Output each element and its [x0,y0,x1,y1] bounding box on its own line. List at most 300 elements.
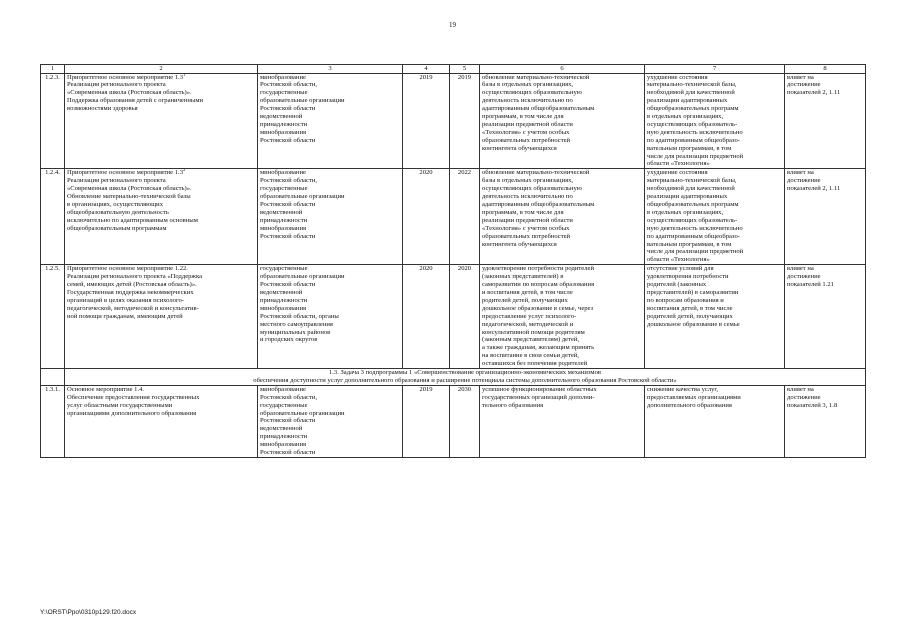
cell-text: образовательные организации [260,409,345,417]
table-row [41,169,866,265]
cell-text: обновление материально-технической [482,73,590,81]
cell-text: Основное мероприятие 1.4. [67,385,145,393]
cell-text: влияет на [787,169,814,177]
cell-text: программам, в том числе для [482,113,564,121]
cell-text: ухудшение состояния [647,169,708,177]
cell-text: по вопросам образования и [647,296,724,304]
cell-text: ухудшение состояния [647,73,708,81]
cell-text-line [67,225,255,233]
cell-text-line [647,297,782,305]
cell-text: государственные [260,265,308,273]
cell-text: обновление материально-технической [482,169,590,177]
cell-text-line [647,241,782,249]
cell-text-line [482,305,642,313]
cell-text-line [647,121,782,129]
cell-text-line [260,313,400,321]
cell-text-line [482,185,642,193]
consequences-cell [645,385,785,457]
cell-text-line [482,201,642,209]
cell-text-line [787,89,863,97]
cell-text-line [67,169,255,177]
cell-text-line [482,281,642,289]
cell-text-line [647,248,782,256]
cell-text-line [787,402,863,410]
cell-text: осуществляющих образовательную [482,89,582,97]
cell-text-line [787,273,863,281]
cell-text: местного самоуправления [260,320,333,328]
task-row-spacer [41,369,65,386]
cell-text: государственные [260,185,308,193]
cell-text: Приоритетное основное мероприятие 1.3 [67,169,183,177]
cell-text: предоставляемых организациями [647,393,741,401]
cell-text: показателей 3, 1.8 [787,401,838,409]
cell-text-line [260,185,400,193]
cell-text: контингента обучающихся [482,240,557,248]
cell-text: родителей детей, получающих [647,312,733,320]
cell-text-line [482,225,642,233]
cell-text-line [260,336,400,344]
cell-text-line [260,402,400,410]
cell-text-line [482,297,642,305]
cell-text-line [482,209,642,217]
cell-text: Реализация регионального проекта «Поддержка [67,273,203,281]
cell-text: общеобразовательных программ [647,105,739,113]
cell-text: по адаптированным общеобразо- [647,232,740,240]
cell-text-line [647,185,782,193]
indicator-link-cell [785,169,866,265]
cell-text: муниципальных районов [260,328,331,336]
cell-text: удовлетворения потребности [647,273,729,281]
cell-text-line [647,169,782,177]
cell-text: на воспитание в свои семьи детей, [482,352,579,360]
cell-text-line [67,89,255,97]
cell-text: по адаптированным общеобразо- [647,136,740,144]
cell-text: в отдельных организациях, [647,208,724,216]
cell-text-line [647,273,782,281]
cell-text: достижение [787,393,821,401]
cell-text: осуществляющих образователь- [647,216,738,224]
cell-text-line [260,209,400,217]
cell-text-line [260,89,400,97]
cell-text-line [647,97,782,105]
cell-text: Ростовской области [260,232,316,240]
cell-text-line [260,225,400,233]
cell-text-line [647,225,782,233]
header-cell: 5 [450,65,480,74]
cell-text: осуществляющих образователь- [647,120,738,128]
cell-text-line [647,160,782,168]
cell-text: минобразования [260,441,307,449]
cell-text-line [482,329,642,337]
consequences-cell [645,265,785,369]
cell-text: Ростовской области, [260,393,318,401]
executor-cell [258,73,403,169]
cell-text-line [482,105,642,113]
cell-text-line [260,305,400,313]
cell-text-line [482,137,642,145]
cell-text: ведомственной [260,425,303,433]
header-cell: 1 [41,65,65,74]
cell-text-line [260,193,400,201]
cell-text: минобразование [260,73,306,81]
cell-text: Ростовской области [260,105,316,113]
cell-text: Ростовской области [260,449,316,457]
cell-text: государственных организаций дополни- [482,393,595,401]
task-heading-cell [65,369,866,386]
cell-text: контингента обучающихся [482,144,557,152]
cell-text: а также гражданам, желающим принять [482,344,595,352]
cell-text-line [260,113,400,121]
cell-text: организаций в целях оказания психолого- [67,296,184,304]
table-row [41,385,866,457]
cell-text: Ростовской области [260,417,316,425]
cell-text: дошкольное образование в семье [647,320,740,328]
cell-text-line [260,273,400,281]
cell-text-line [787,81,863,89]
cell-text-line [482,336,642,344]
cell-text-line [260,129,400,137]
cell-text: Реализация регионального проекта [67,177,166,185]
cell-text-line [647,321,782,329]
start-year-cell: 2019 [403,73,450,169]
cell-text: «Технология» с учетом особых [482,128,570,136]
cell-text: Ростовской области, [260,81,318,89]
cell-text-line [647,265,782,273]
cell-text-line [67,410,255,418]
cell-text-line [482,402,642,410]
cell-text: родителей детей, получающих [482,296,568,304]
cell-text-line [260,394,400,402]
cell-text: образовательные организации [260,97,345,105]
cell-text-line [260,297,400,305]
cell-text: государственные [260,89,308,97]
expected-result-cell [480,169,645,265]
cell-text: необходимой для качественной [647,89,735,97]
cell-text-line [260,433,400,441]
indicator-link-cell [785,265,866,369]
cell-text-line [787,265,863,273]
cell-text: Государственная поддержка некоммерческих [67,288,194,296]
row-number: 1.2.3. [41,73,65,169]
cell-text-line [482,233,642,241]
cell-text-line [67,289,255,297]
task-heading-line: обеспечения доступности услуг дополнительного образования и расширение потенциала системы дополнительного образования Ростовской области» [253,376,677,384]
cell-text: «Технология» с учетом особых [482,224,570,232]
cell-text: организациями дополнительного образования [67,409,197,417]
start-year-cell: 2019 [403,385,450,457]
cell-text: числе для реализации предметной [647,248,744,256]
measure-name-cell [65,169,258,265]
cell-text-line [787,386,863,394]
cell-text: дополнительного образования [647,401,732,409]
cell-text-line [67,313,255,321]
cell-text: «Современная школа (Ростовская область)». [67,185,192,193]
indicator-link-cell [785,385,866,457]
cell-text: области «Технология» [647,256,710,264]
cell-text-line [482,217,642,225]
cell-text-line [647,145,782,153]
cell-text: ную деятельность исключительно [647,224,743,232]
cell-text: деятельность исключительно по [482,97,573,105]
cell-text: Приоритетное основное мероприятие 1.22. [67,265,188,273]
cell-text: достижение [787,273,821,281]
cell-text: общеобразовательным программам [67,224,167,232]
cell-text-line [482,97,642,105]
cell-text-line [482,113,642,121]
cell-text: дошкольное образование в семье, через [482,304,594,312]
measure-name-cell [65,265,258,369]
cell-text: (законных представителей) в [482,273,564,281]
cell-text-line [67,71,255,82]
cell-text: удовлетворение потребности родителей [482,265,594,273]
cell-text-line [67,201,255,209]
cell-text-line [260,233,400,241]
cell-text: принадлежности [260,216,308,224]
cell-text: Ростовской области, [260,177,318,185]
cell-text-line [787,185,863,193]
cell-text: принадлежности [260,296,308,304]
cell-text-line [260,105,400,113]
cell-text-line [647,233,782,241]
indicator-link-cell [785,73,866,169]
cell-text: осуществляющих образовательную [482,185,582,193]
cell-text: воспитания детей, в том числе [647,304,733,312]
cell-text-line [67,105,255,113]
cell-text-line [67,185,255,193]
expected-result-cell [480,385,645,457]
cell-text-line [482,145,642,153]
cell-text: образовательных потребностей [482,232,571,240]
cell-text: влияет на [787,265,814,273]
cell-text: показателей 2, 1.11 [787,185,841,193]
cell-text: Ростовской области [260,201,316,208]
end-year-cell: 2030 [450,385,480,457]
cell-text-line [260,289,400,297]
cell-text-line [260,321,400,329]
cell-text-line [787,74,863,82]
cell-text-line [67,177,255,185]
cell-text-line [647,201,782,209]
cell-text-line [647,113,782,121]
cell-text: представителей) в саморазвитии [647,288,739,296]
cell-text-line [260,449,400,457]
cell-text-line [260,441,400,449]
page-number: 19 [449,21,456,29]
cell-text: отсутствие условий для [647,265,714,273]
cell-text-line [482,193,642,201]
cell-text-line [647,129,782,137]
cell-text: Реализация регионального проекта [67,81,166,89]
cell-text-line [647,89,782,97]
cell-text: предоставление услуг психолого- [482,312,577,320]
cell-text-line [482,344,642,352]
cell-text-line [482,89,642,97]
cell-text-line [482,74,642,82]
cell-text-line [67,217,255,225]
cell-text-line [647,74,782,82]
cell-text: консультативной помощи родителям [482,328,585,336]
header-cell: 7 [645,65,785,74]
cell-text-line [260,281,400,289]
footnote-mark: 1 [183,71,186,77]
header-cell: 4 [403,65,450,74]
cell-text-line [647,313,782,321]
cell-text: общеобразовательных программ [647,201,739,208]
row-number: 1.2.5. [41,265,65,369]
cell-text: материально-технической базы, [647,177,737,185]
cell-text-line [67,193,255,201]
cell-text-line [647,289,782,297]
cell-text: ной помощи гражданам, имеющим детей [67,312,183,320]
cell-text: реализации адаптированных [647,97,728,105]
cell-text: материально-технической базы, [647,81,737,89]
cell-text-line [67,281,255,289]
cell-text-line [482,360,642,368]
cell-text-line [260,329,400,337]
cell-text: реализации предметной области [482,216,573,224]
cell-text-line [67,394,255,402]
consequences-cell [645,73,785,169]
cell-text: базы в отдельных организациях, [482,177,574,185]
start-year-cell: 2020 [403,265,450,369]
cell-text-line [482,273,642,281]
cell-text: Приоритетное основное мероприятие 1.3 [67,73,183,81]
end-year-cell: 2019 [450,73,480,169]
cell-text: принадлежности [260,120,308,128]
cell-text-line [647,305,782,313]
cell-text-line [647,81,782,89]
cell-text: возможностями здоровья [67,105,138,113]
cell-text-line [482,289,642,297]
cell-text-line [647,137,782,145]
measures-table [40,64,866,458]
cell-text-line [260,177,400,185]
cell-text-line [647,402,782,410]
cell-text-line [260,137,400,145]
cell-text-line [647,209,782,217]
row-number: 1.2.4. [41,169,65,265]
cell-text-line [67,273,255,281]
cell-text: ную деятельность исключительно [647,128,743,136]
cell-text: Обеспечение предоставления государственных [67,393,200,401]
consequences-cell [645,169,785,265]
cell-text-line [787,169,863,177]
cell-text: показателей 2, 1.11 [787,89,841,97]
cell-text: реализации предметной области [482,120,573,128]
cell-text-line [67,97,255,105]
cell-text: образовательные организации [260,193,345,201]
cell-text-line [67,305,255,313]
cell-text: минобразования [260,304,307,312]
cell-text: вательным программам, в том [647,144,732,152]
cell-text-line [67,209,255,217]
cell-text: принадлежности [260,433,308,441]
cell-text: влияет на [787,73,814,81]
cell-text: Ростовской области [260,281,316,289]
cell-text-line [647,281,782,289]
executor-cell [258,265,403,369]
cell-text: показателей 1.21 [787,281,834,289]
header-cell: 3 [258,65,403,74]
cell-text-line [67,297,255,305]
cell-text-line [482,352,642,360]
cell-text-line [260,74,400,82]
cell-text-line [260,97,400,105]
cell-text: родителей (законных [647,281,707,289]
cell-text: образовательных потребностей [482,136,571,144]
row-number: 1.3.1. [41,385,65,457]
cell-text: базы в отдельных организациях, [482,81,574,89]
table-row [41,73,866,169]
cell-text: ведомственной [260,113,303,121]
cell-text: Ростовской области, органы [260,312,339,320]
cell-text: вательным программам, в том [647,240,732,248]
cell-text: числе для реализации предметной [647,152,744,160]
task-row [41,369,866,386]
cell-text: и воспитания детей, в том числе [482,288,573,296]
cell-text-line [647,217,782,225]
cell-text: ведомственной [260,288,303,296]
cell-text: педагогической, методической и [482,320,574,328]
cell-text: Обновление материально-технической базы [67,193,191,201]
cell-text-line [482,177,642,185]
start-year-cell: 2020 [403,169,450,265]
cell-text-line [482,321,642,329]
cell-text: минобразования [260,128,307,136]
cell-text: деятельность исключительно по [482,193,573,201]
cell-text: достижение [787,177,821,185]
executor-cell [258,169,403,265]
cell-text-line [787,177,863,185]
expected-result-cell [480,265,645,369]
task-heading-line: 1.3. Задача 3 подпрограммы 1 «Совершенствование организационно-экономических механизмов [328,369,602,377]
cell-text: тельного образования [482,401,544,409]
cell-text-line [260,81,400,89]
cell-text-line [67,81,255,89]
cell-text-line [482,81,642,89]
cell-text-line [482,313,642,321]
footer-file-path: Y:\ORST\Ppo\0310p129.f20.docx [40,609,137,616]
cell-text-line [260,265,400,273]
cell-text: общеобразовательную деятельность [67,208,169,216]
cell-text: семей, имеющих детей (Ростовская область)». [67,281,197,289]
cell-text-line [647,386,782,394]
cell-text-line [67,402,255,410]
cell-text: педагогической, методической и консультатив- [67,304,199,312]
cell-text-line [647,193,782,201]
cell-text-line [482,241,642,249]
cell-text: Ростовской области [260,136,316,144]
cell-text: снижение качества услуг, [647,385,719,393]
cell-text-line [260,201,400,209]
cell-text-line [647,105,782,113]
footnote-mark: 2 [183,167,186,173]
cell-text-line [482,169,642,177]
cell-text: государственные [260,401,308,409]
end-year-cell: 2022 [450,169,480,265]
measure-name-cell [65,73,258,169]
header-cell: 2 [65,65,258,74]
cell-text: адаптированным общеобразовательным [482,201,595,208]
cell-text-line [67,265,255,273]
cell-text-line [260,410,400,418]
cell-text-line [260,417,400,425]
header-cell: 6 [480,65,645,74]
cell-text-line [647,177,782,185]
cell-text: и городских округов [260,336,318,344]
cell-text: области «Технология» [647,160,710,168]
cell-text-line [647,153,782,161]
